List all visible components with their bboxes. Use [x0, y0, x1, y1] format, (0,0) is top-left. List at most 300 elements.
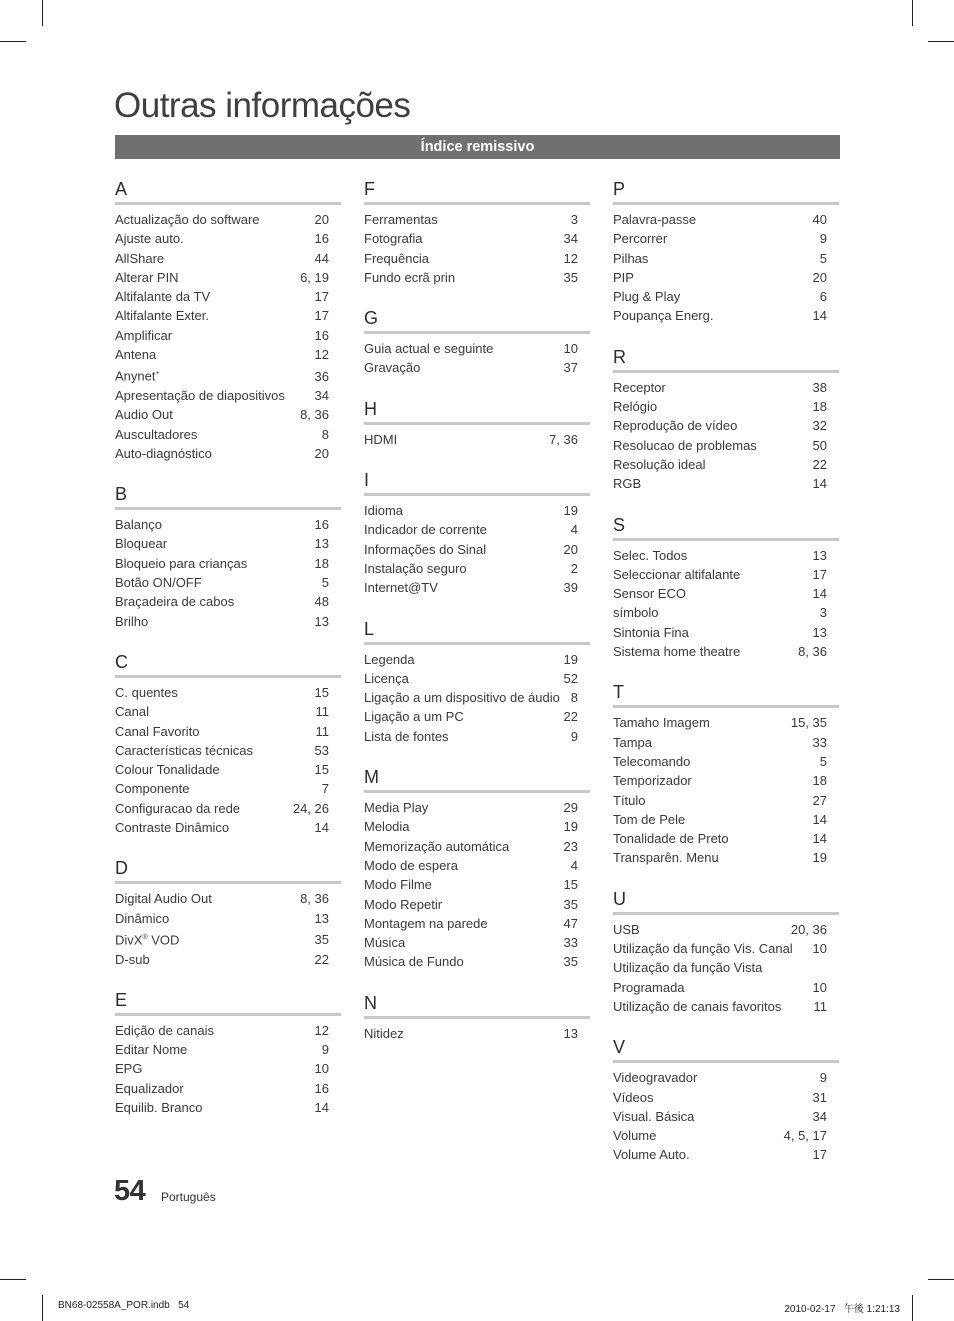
index-entry-term: Altifalante da TV — [115, 289, 211, 305]
index-entry — [115, 268, 329, 287]
index-letter-heading: V — [613, 1036, 839, 1063]
crop-mark — [912, 1295, 913, 1321]
index-entry-page: 14 — [314, 1100, 329, 1116]
index-entry-page: 23 — [563, 838, 578, 854]
print-file-info: BN68-02558A_POR.indb 54 — [58, 1300, 190, 1311]
index-entry-term: Indicador de corrente — [364, 522, 487, 538]
index-entry-page: 19 — [563, 651, 578, 667]
index-entry-term: Canal Favorito — [115, 723, 200, 739]
index-entry-page: 7 — [321, 781, 329, 797]
index-entry-page: 48 — [314, 594, 329, 610]
index-entry-page: 20 — [314, 445, 329, 461]
index-entry-term: Tamaho Imagem — [613, 715, 710, 731]
index-entry-term: Tonalidade de Preto — [613, 831, 729, 847]
index-entry-term: Auscultadores — [115, 426, 198, 442]
index-entry-term: RGB — [613, 476, 642, 492]
index-entry — [613, 997, 827, 1016]
index-entry-term-suffix: VOD — [147, 932, 180, 948]
index-entry — [115, 386, 329, 405]
index-entry-page: 10 — [812, 941, 827, 957]
index-entry-term-text: Anynet — [115, 368, 156, 384]
index-entry-page: 35 — [314, 932, 329, 948]
index-entry — [115, 425, 329, 444]
index-entry-page: 4, 5, 17 — [783, 1128, 827, 1144]
index-entry-page: 15 — [314, 762, 329, 778]
index-entry-page: 34 — [563, 231, 578, 247]
index-letter-heading: R — [613, 346, 839, 373]
index-entry-term: Utilização da função Vista Programada — [613, 960, 763, 995]
index-entry-term: Nitidez — [364, 1025, 404, 1041]
index-entry-page: 11 — [315, 723, 329, 739]
index-entry — [613, 397, 827, 416]
index-entry-term: Memorização automática — [364, 838, 510, 854]
index-entry-list — [115, 683, 329, 837]
index-entry-term: Lista de fontes — [364, 728, 449, 744]
index-group — [613, 514, 839, 662]
index-letter-heading: D — [115, 857, 341, 884]
index-entry-page: 10 — [563, 341, 578, 357]
index-entry-page: 20 — [314, 212, 329, 227]
index-entry-page: 33 — [812, 734, 827, 750]
index-entry-page: 6, 19 — [300, 269, 329, 285]
index-entry-page: 15 — [563, 877, 578, 893]
index-entry-term: Sensor ECO — [613, 586, 686, 602]
index-entry-list — [613, 920, 827, 1016]
index-entry — [115, 573, 329, 592]
index-entry — [613, 474, 827, 493]
index-entry-term: Percorrer — [613, 231, 668, 247]
index-entry — [115, 534, 329, 553]
index-entry — [613, 584, 827, 603]
index-entry-term: Montagem na parede — [364, 915, 488, 931]
index-letter-heading: H — [364, 398, 590, 425]
index-entry-list — [613, 378, 827, 494]
index-entry-page: 37 — [563, 360, 578, 376]
section-header: Índice remissivo — [115, 135, 840, 159]
index-entry — [613, 939, 827, 958]
index-group — [115, 989, 341, 1117]
crop-mark — [42, 0, 43, 26]
index-entry-term-text: DivX — [115, 932, 143, 948]
index-entry-page: 17 — [314, 308, 329, 324]
index-entry-term: Ajuste auto. — [115, 231, 184, 247]
index-entry-page: 9 — [819, 231, 827, 247]
index-entry-term: Transparên. Menu — [613, 850, 719, 866]
index-entry-page: 39 — [563, 580, 578, 596]
index-entry-term: USB — [613, 921, 640, 937]
index-entry-term: Idioma — [364, 503, 404, 519]
index-letter-heading: B — [115, 483, 341, 510]
index-entry — [115, 683, 329, 702]
index-entry-page: 33 — [563, 935, 578, 951]
index-entry-page: 13 — [314, 910, 329, 926]
index-group — [364, 469, 590, 597]
index-entry — [115, 950, 329, 969]
footer-language: Português — [161, 1190, 216, 1204]
index-entry-page: 17 — [314, 289, 329, 305]
index-entry-term: Volume Auto. — [613, 1147, 690, 1163]
index-entry-page: 16 — [314, 1080, 329, 1096]
index-entry — [613, 546, 827, 565]
index-entry-page: 35 — [563, 896, 578, 912]
index-entry-page: 38 — [812, 379, 827, 395]
index-entry — [115, 444, 329, 463]
index-entry-page: 14 — [812, 586, 827, 602]
index-entry-term: Resolução ideal — [613, 456, 706, 472]
index-entry-list — [364, 210, 578, 287]
index-entry-term: D-sub — [115, 951, 150, 967]
crop-mark — [0, 41, 26, 42]
index-entry-page: 17 — [812, 566, 827, 582]
index-entry — [364, 229, 578, 248]
index-entry-page: 31 — [812, 1089, 827, 1105]
index-group — [364, 766, 590, 972]
index-entry-term: Dinâmico — [115, 910, 170, 926]
index-entry-term: Editar Nome — [115, 1042, 188, 1058]
index-entry-page: 5 — [321, 575, 329, 591]
index-entry — [115, 799, 329, 818]
index-entry-term: Palavra-passe — [613, 212, 697, 227]
index-entry — [613, 455, 827, 474]
index-entry-term: Altifalante Exter. — [115, 308, 209, 324]
index-entry-page: 52 — [563, 670, 578, 686]
index-entry-term: Temporizador — [613, 773, 692, 789]
index-entry — [364, 688, 578, 707]
index-entry — [613, 752, 827, 771]
index-entry-page: 53 — [314, 742, 329, 758]
index-letter-heading: T — [613, 681, 839, 708]
index-entry — [613, 848, 827, 867]
index-entry — [613, 436, 827, 455]
index-entry-term: Configuracao da rede — [115, 800, 241, 816]
index-group — [613, 178, 839, 326]
index-entry-list — [364, 1024, 578, 1043]
index-entry — [613, 249, 827, 268]
index-entry — [613, 810, 827, 829]
index-entry — [115, 306, 329, 325]
index-entry — [613, 565, 827, 584]
index-entry-page: 14 — [812, 476, 827, 492]
index-entry-term: Modo Filme — [364, 877, 432, 893]
index-entry-term: Relógio — [613, 399, 658, 415]
index-entry — [115, 909, 329, 928]
index-entry — [115, 1040, 329, 1059]
index-entry-page: 2 — [570, 560, 578, 576]
index-entry-term: Actualização do software — [115, 212, 260, 227]
index-entry — [364, 430, 578, 449]
index-entry — [613, 1068, 827, 1087]
index-group — [364, 992, 590, 1043]
index-entry — [115, 229, 329, 248]
index-entry-term: Media Play — [364, 800, 429, 816]
index-entry-term: Auto-diagnóstico — [115, 445, 212, 461]
index-entry-page: 8 — [321, 426, 329, 442]
index-entry — [613, 1107, 827, 1126]
index-entry-page: 32 — [812, 418, 827, 434]
index-entry — [613, 229, 827, 248]
index-entry-page: 18 — [812, 399, 827, 415]
index-entry — [613, 920, 827, 939]
index-entry-term: Instalação seguro — [364, 560, 467, 576]
index-entry-page: 14 — [314, 820, 329, 836]
index-entry-term: Licença — [364, 670, 409, 686]
index-entry-term: Bloqueio para crianças — [115, 555, 248, 571]
index-entry-page: 8, 36 — [798, 644, 827, 660]
index-entry — [364, 358, 578, 377]
index-entry-page: 6 — [819, 289, 827, 305]
index-entry-term: Componente — [115, 781, 190, 797]
index-entry-page: 11 — [315, 704, 329, 720]
index-entry-page: 47 — [563, 915, 578, 931]
index-entry-term: Equalizador — [115, 1080, 184, 1096]
index-entry-list — [115, 210, 329, 463]
index-entry-term: Características técnicas — [115, 742, 253, 758]
index-entry — [364, 837, 578, 856]
index-entry-term: Equilib. Branco — [115, 1100, 203, 1116]
index-entry-term: Alterar PIN — [115, 269, 179, 285]
index-group — [613, 1036, 839, 1164]
index-entry-page: 19 — [812, 850, 827, 866]
index-column-1 — [115, 178, 341, 1137]
index-entry-page: 13 — [314, 613, 329, 629]
index-entry-page: 50 — [812, 437, 827, 453]
index-entry-term: Música — [364, 935, 406, 951]
index-entry-page: 9 — [321, 1042, 329, 1058]
index-entry-list — [613, 210, 827, 326]
index-entry — [364, 933, 578, 952]
index-letter-heading: M — [364, 766, 590, 793]
index-entry — [613, 1088, 827, 1107]
index-entry — [364, 952, 578, 971]
index-entry — [364, 895, 578, 914]
index-entry-list — [364, 501, 578, 597]
index-entry — [613, 958, 827, 997]
crop-mark — [928, 1279, 954, 1280]
index-letter-heading: P — [613, 178, 839, 205]
index-entry — [613, 623, 827, 642]
index-entry-page: 27 — [812, 792, 827, 808]
index-entry — [364, 1024, 578, 1043]
index-entry-term: HDMI — [364, 431, 398, 447]
index-entry-term: Poupança Energ. — [613, 308, 714, 324]
index-entry-term: Frequência — [364, 250, 430, 266]
index-entry-page: 7, 36 — [549, 431, 578, 447]
index-entry — [115, 722, 329, 741]
index-entry-term: Videogravador — [613, 1070, 698, 1086]
index-entry-term: AllShare — [115, 250, 165, 266]
index-entry-term: Antena — [115, 347, 157, 363]
index-entry-term: C. quentes — [115, 684, 178, 700]
index-entry-page: 13 — [563, 1025, 578, 1041]
index-entry-superscript: ® — [142, 933, 148, 941]
index-entry-page: 12 — [314, 1022, 329, 1038]
index-entry-page: 13 — [314, 536, 329, 552]
index-column-2 — [364, 178, 590, 1063]
index-entry-term: Resolucao de problemas — [613, 437, 757, 453]
index-entry-page: 14 — [812, 308, 827, 324]
index-entry-term: Guia actual e seguinte — [364, 341, 494, 357]
index-entry-term: Botão ON/OFF — [115, 575, 202, 591]
index-entry-term: Seleccionar altifalante — [613, 566, 741, 582]
index-entry-term: PIP — [613, 269, 634, 285]
index-entry — [613, 1126, 827, 1145]
index-entry-term: Utilização de canais favoritos — [613, 998, 782, 1014]
index-entry-term: Selec. Todos — [613, 547, 688, 563]
index-entry — [364, 669, 578, 688]
index-entry-term: Gravação — [364, 360, 421, 376]
index-entry-term: Canal — [115, 704, 149, 720]
index-entry — [115, 612, 329, 631]
index-entry — [115, 326, 329, 345]
index-entry-term: Utilização da função Vis. Canal — [613, 941, 793, 957]
index-entry-page: 17 — [812, 1147, 827, 1163]
index-entry — [364, 540, 578, 559]
index-entry — [364, 501, 578, 520]
index-entry-page: 18 — [812, 773, 827, 789]
index-entry — [115, 760, 329, 779]
index-letter-heading: C — [115, 651, 341, 678]
index-entry-term: EPG — [115, 1061, 143, 1077]
index-entry-list — [613, 713, 827, 867]
index-entry-page: 22 — [314, 951, 329, 967]
index-entry-page: 16 — [314, 231, 329, 247]
index-entry — [613, 378, 827, 397]
index-entry-term: Vídeos — [613, 1089, 654, 1105]
index-entry — [364, 817, 578, 836]
index-entry-page: 35 — [563, 954, 578, 970]
index-entry-term: Fotografia — [364, 231, 423, 247]
index-letter-heading: G — [364, 307, 590, 334]
index-entry — [364, 210, 578, 229]
index-letter-heading: L — [364, 618, 590, 645]
index-group — [364, 307, 590, 378]
index-entry — [364, 650, 578, 669]
index-entry-term: Informações do Sinal — [364, 541, 487, 557]
index-entry — [613, 713, 827, 732]
index-entry-page: 10 — [812, 979, 827, 995]
index-entry — [364, 268, 578, 287]
index-group — [115, 651, 341, 837]
index-entry-list — [364, 430, 578, 449]
index-entry-term: Legenda — [364, 651, 415, 667]
page-title: Outras informações — [114, 86, 411, 125]
index-group — [613, 346, 839, 494]
index-entry-term: Música de Fundo — [364, 954, 464, 970]
index-entry-term: Modo Repetir — [364, 896, 443, 912]
index-entry-term: Telecomando — [613, 753, 691, 769]
index-entry-page: 19 — [563, 819, 578, 835]
index-entry — [115, 364, 329, 386]
index-entry-list — [115, 515, 329, 631]
index-entry — [613, 603, 827, 622]
index-entry-page: 22 — [563, 709, 578, 725]
index-entry — [115, 287, 329, 306]
index-entry-page: 34 — [314, 388, 329, 403]
index-entry-term: Edição de canais — [115, 1022, 215, 1038]
index-group — [613, 888, 839, 1016]
index-entry — [364, 727, 578, 746]
index-entry-page: 13 — [812, 624, 827, 640]
index-letter-heading: N — [364, 992, 590, 1019]
index-entry-term: Sistema home theatre — [613, 644, 741, 660]
index-entry-term: Tampa — [613, 734, 653, 750]
crop-mark — [928, 41, 954, 42]
index-entry-term: Brilho — [115, 613, 149, 629]
index-entry — [115, 554, 329, 573]
index-entry-term: Fundo ecrã prin — [364, 269, 456, 285]
index-entry — [115, 249, 329, 268]
index-entry — [613, 416, 827, 435]
index-entry-term: Braçadeira de cabos — [115, 594, 235, 610]
index-entry — [613, 306, 827, 325]
index-group — [115, 483, 341, 631]
index-entry-term: Visual. Básica — [613, 1108, 695, 1124]
index-entry-page: 44 — [314, 250, 329, 266]
index-entry-page: 22 — [812, 456, 827, 472]
index-group — [364, 618, 590, 746]
index-entry-page: 3 — [570, 212, 578, 227]
index-entry-list — [613, 546, 827, 662]
index-entry-page: 5 — [819, 250, 827, 266]
index-entry — [613, 791, 827, 810]
index-entry — [613, 210, 827, 229]
index-group — [364, 178, 590, 287]
index-entry-term: Pilhas — [613, 250, 649, 266]
index-entry-term: Ligação a um dispositivo de áudio — [364, 690, 560, 706]
page-number: 54 — [114, 1175, 146, 1207]
index-entry-page: 40 — [812, 212, 827, 227]
index-column-3 — [613, 178, 839, 1185]
index-entry — [613, 268, 827, 287]
index-entry-page: 9 — [570, 728, 578, 744]
index-entry-page: 10 — [314, 1061, 329, 1077]
index-letter-heading: F — [364, 178, 590, 205]
index-entry — [364, 339, 578, 358]
index-entry-term: símbolo — [613, 605, 659, 621]
index-entry-list — [115, 889, 329, 969]
index-entry-list — [364, 339, 578, 378]
index-entry-term — [115, 364, 160, 386]
index-entry — [115, 928, 329, 950]
index-entry-list — [115, 1021, 329, 1117]
index-entry — [364, 707, 578, 726]
index-letter-heading: S — [613, 514, 839, 541]
index-entry — [115, 1059, 329, 1078]
index-entry-page: 12 — [563, 250, 578, 266]
crop-mark — [0, 1279, 26, 1280]
index-entry-page: 11 — [813, 998, 827, 1014]
index-entry — [364, 578, 578, 597]
index-entry-term — [115, 928, 179, 950]
index-entry-term: Audio Out — [115, 407, 173, 423]
index-entry-term: Internet@TV — [364, 580, 438, 596]
index-entry — [364, 914, 578, 933]
index-entry-list — [613, 1068, 827, 1164]
index-entry — [364, 559, 578, 578]
index-entry-term: Contraste Dinâmico — [115, 820, 230, 836]
index-entry-term: Modo de espera — [364, 857, 458, 873]
index-entry-term: Plug & Play — [613, 289, 681, 305]
index-entry-term: Receptor — [613, 379, 666, 395]
index-entry-page: 14 — [812, 831, 827, 847]
index-entry-term: Tom de Pele — [613, 811, 686, 827]
index-entry-term: Balanço — [115, 517, 162, 533]
index-entry-page: 12 — [314, 347, 329, 363]
index-letter-heading: U — [613, 888, 839, 915]
index-entry-term: Apresentação de diapositivos — [115, 388, 285, 403]
index-entry-page: 13 — [812, 547, 827, 563]
index-entry-page: 3 — [819, 605, 827, 621]
